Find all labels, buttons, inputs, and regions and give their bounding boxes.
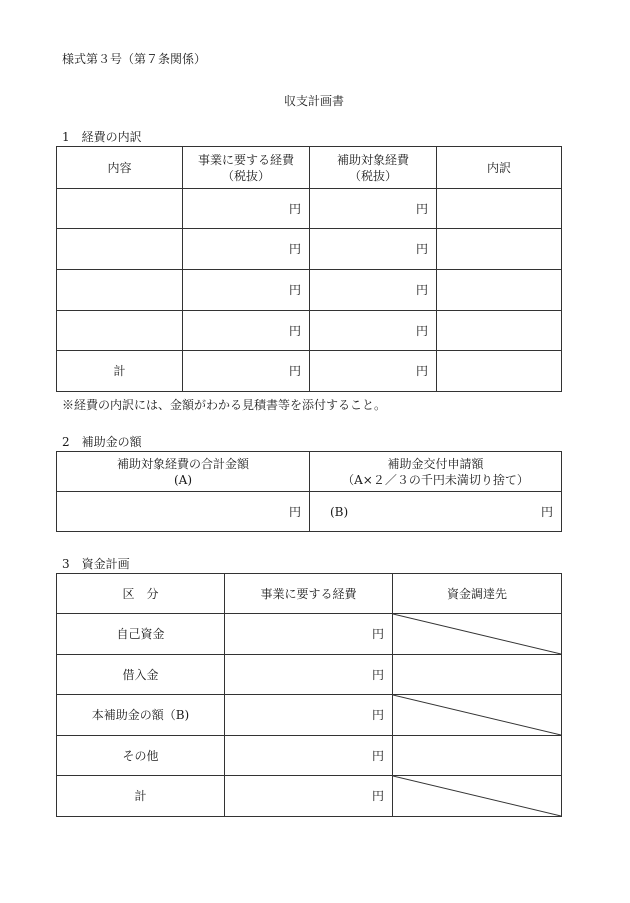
amount-cell[interactable]: 円 bbox=[225, 655, 393, 695]
header-application-amount-sub: （A×２／３の千円未満切り捨て） bbox=[342, 472, 529, 487]
section2-heading: 2 補助金の額 bbox=[62, 435, 142, 449]
funding-source-cell-disabled bbox=[393, 695, 562, 736]
breakdown-cell[interactable] bbox=[437, 270, 562, 311]
total-row bbox=[57, 351, 562, 392]
header-total-eligible-sub: (A) bbox=[173, 472, 193, 487]
attachment-note: ※経費の内訳には、金額がわかる見積書等を添付すること。 bbox=[62, 398, 387, 412]
header-subsidy-cost-label: 補助対象経費 bbox=[336, 152, 409, 167]
content-cell[interactable] bbox=[57, 189, 183, 229]
subsidy-cost-cell[interactable]: 円 bbox=[310, 311, 437, 351]
total-subsidy-cost-cell[interactable]: 円 bbox=[310, 351, 437, 392]
funding-source-cell-disabled bbox=[393, 776, 562, 817]
breakdown-cell[interactable] bbox=[437, 229, 562, 270]
header-project-cost: 事業に要する経費 bbox=[225, 574, 393, 614]
header-breakdown: 内訳 bbox=[437, 147, 562, 189]
breakdown-cell[interactable] bbox=[437, 189, 562, 229]
project-cost-cell[interactable]: 円 bbox=[183, 229, 310, 270]
b-marker: (B) bbox=[330, 504, 349, 519]
funding-source-cell[interactable] bbox=[393, 655, 562, 695]
table-row bbox=[57, 311, 562, 351]
subsidy-cost-cell[interactable]: 円 bbox=[310, 270, 437, 311]
funding-source-cell[interactable] bbox=[393, 736, 562, 776]
project-cost-cell[interactable]: 円 bbox=[183, 189, 310, 229]
row-label: 本補助金の額（B) bbox=[57, 695, 225, 736]
application-amount-cell[interactable] bbox=[310, 492, 562, 532]
diagonal-strike bbox=[393, 776, 561, 816]
header-project-cost-sub: （税抜） bbox=[221, 168, 270, 183]
section3-heading: 3 資金計画 bbox=[62, 557, 130, 571]
application-yen: 円 bbox=[540, 504, 553, 519]
funding-plan-table bbox=[56, 573, 562, 817]
table-row bbox=[57, 736, 562, 776]
diagonal-strike bbox=[393, 614, 561, 654]
table-row bbox=[57, 270, 562, 311]
header-subsidy-cost-sub: （税抜） bbox=[348, 168, 397, 183]
total-eligible-amount-cell[interactable]: 円 bbox=[57, 492, 310, 532]
amount-cell[interactable]: 円 bbox=[225, 614, 393, 655]
header-content: 内容 bbox=[57, 147, 183, 189]
table-row bbox=[57, 695, 562, 736]
header-total-eligible-label: 補助対象経費の合計金額 bbox=[116, 456, 249, 471]
table-row bbox=[57, 614, 562, 655]
form-id: 様式第３号（第７条関係） bbox=[62, 52, 207, 66]
table-row bbox=[57, 229, 562, 270]
header-application-amount bbox=[310, 452, 562, 492]
row-label: 自己資金 bbox=[57, 614, 225, 655]
total-row bbox=[57, 776, 562, 817]
project-cost-cell[interactable]: 円 bbox=[183, 270, 310, 311]
header-subsidy-cost bbox=[310, 147, 437, 189]
expense-breakdown-table bbox=[56, 146, 562, 392]
project-cost-cell[interactable]: 円 bbox=[183, 311, 310, 351]
section1-heading: 1 経費の内訳 bbox=[62, 130, 142, 144]
funding-source-cell-disabled bbox=[393, 614, 562, 655]
header-application-amount-label: 補助金交付申請額 bbox=[387, 456, 484, 471]
header-total-eligible bbox=[57, 452, 310, 492]
row-label: その他 bbox=[57, 736, 225, 776]
subsidy-cost-cell[interactable]: 円 bbox=[310, 189, 437, 229]
header-funding-source: 資金調達先 bbox=[393, 574, 562, 614]
row-label: 借入金 bbox=[57, 655, 225, 695]
table-row bbox=[57, 655, 562, 695]
amount-cell[interactable]: 円 bbox=[225, 695, 393, 736]
diagonal-strike bbox=[393, 695, 561, 735]
total-project-cost-cell[interactable]: 円 bbox=[183, 351, 310, 392]
content-cell[interactable] bbox=[57, 270, 183, 311]
subsidy-amount-table bbox=[56, 451, 562, 532]
content-cell[interactable] bbox=[57, 311, 183, 351]
header-project-cost-label: 事業に要する経費 bbox=[197, 152, 294, 167]
amount-cell[interactable]: 円 bbox=[225, 776, 393, 817]
breakdown-cell[interactable] bbox=[437, 311, 562, 351]
header-division: 区 分 bbox=[57, 574, 225, 614]
table-row bbox=[57, 189, 562, 229]
total-label: 計 bbox=[57, 351, 183, 392]
amount-cell[interactable]: 円 bbox=[225, 736, 393, 776]
page-title: 収支計画書 bbox=[284, 94, 345, 108]
content-cell[interactable] bbox=[57, 229, 183, 270]
header-project-cost bbox=[183, 147, 310, 189]
row-label: 計 bbox=[57, 776, 225, 817]
total-breakdown-cell[interactable] bbox=[437, 351, 562, 392]
subsidy-cost-cell[interactable]: 円 bbox=[310, 229, 437, 270]
